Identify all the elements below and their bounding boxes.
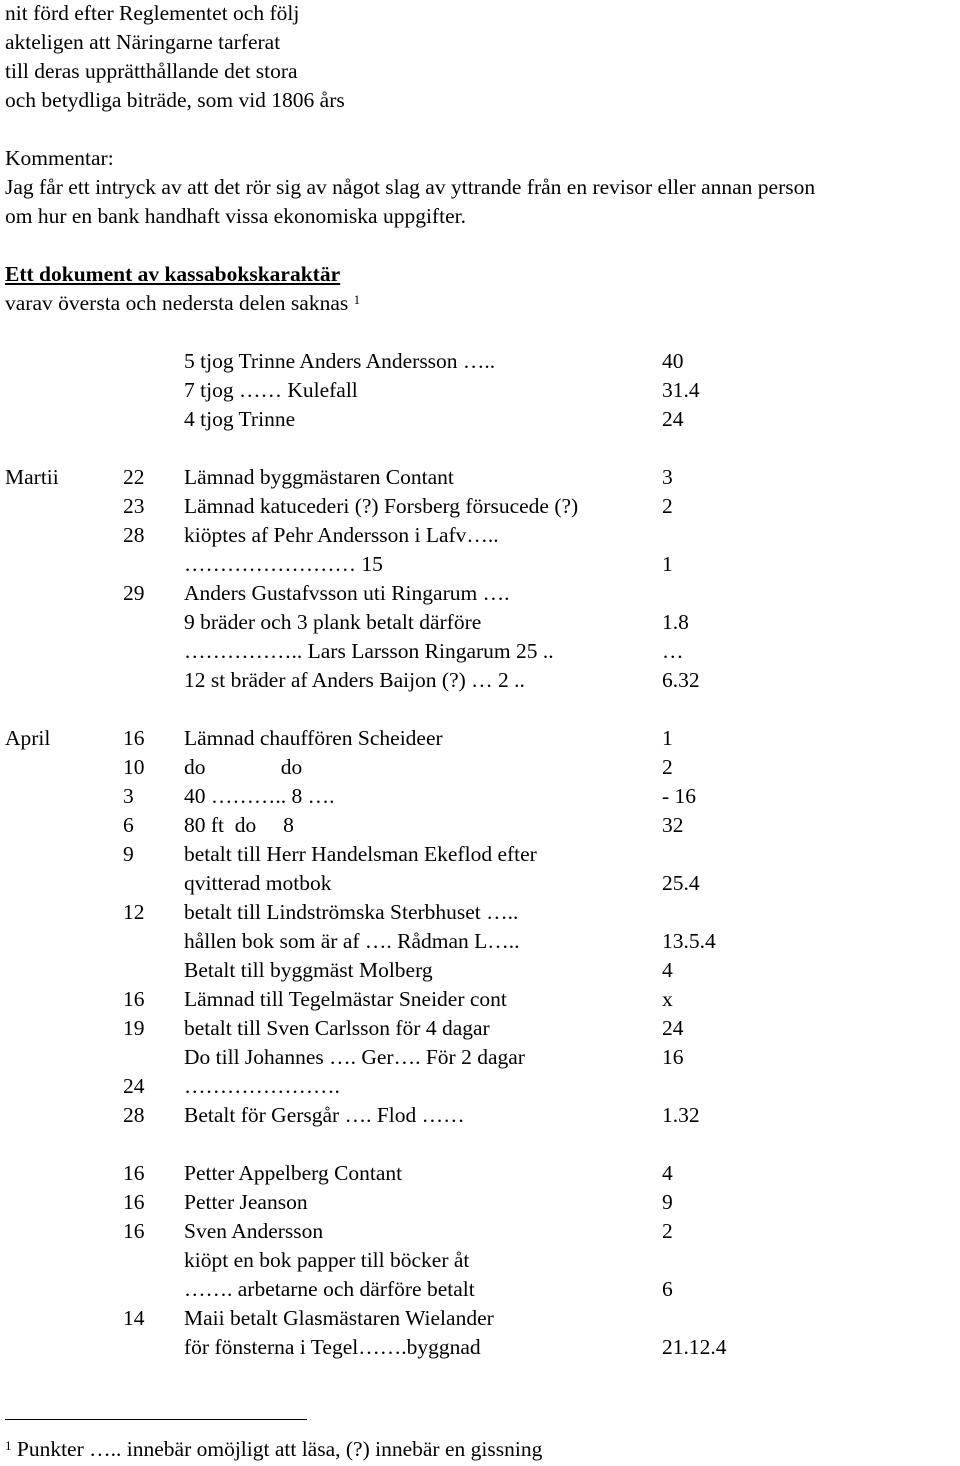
ledger-row — [0, 1072, 960, 1101]
ledger-amount: 40 — [662, 349, 684, 373]
ledger-amount: 4 — [662, 1161, 673, 1185]
ledger-text: do do — [184, 755, 303, 779]
ledger-row — [0, 1333, 960, 1362]
ledger-day: 22 — [123, 465, 145, 489]
comment-line: Jag får ett intryck av att det rör sig av något slag av yttrande från en revisor eller annan person — [5, 175, 816, 199]
ledger-row — [0, 956, 960, 985]
ledger-text: Lämnad byggmästaren Contant — [184, 465, 454, 489]
comment-label: Kommentar: — [5, 146, 114, 170]
ledger-month: Martii — [5, 465, 59, 489]
ledger-text: Petter Appelberg Contant — [184, 1161, 403, 1185]
ledger-row — [0, 550, 960, 579]
ledger-text: Betalt till byggmäst Molberg — [184, 958, 433, 982]
intro-line: nit förd efter Reglementet och följ — [5, 1, 300, 25]
ledger-text: för fönsterna i Tegel…….byggnad — [184, 1335, 481, 1359]
ledger-text: …………………… 15 — [184, 552, 383, 576]
ledger-text: …………………. — [184, 1074, 340, 1098]
ledger-amount: - 16 — [662, 784, 697, 808]
footnote-marker: 1 — [5, 1438, 12, 1453]
ledger-amount: 13.5.4 — [662, 929, 716, 953]
ledger-row — [0, 782, 960, 811]
ledger-row — [0, 753, 960, 782]
document-title: Ett dokument av kassabokskaraktär — [5, 262, 341, 286]
ledger-text: 9 bräder och 3 plank betalt därföre — [184, 610, 482, 634]
ledger-text: 5 tjog Trinne Anders Andersson ….. — [184, 349, 496, 373]
ledger-row — [0, 1014, 960, 1043]
ledger-row — [0, 1043, 960, 1072]
ledger-text: 80 ft do 8 — [184, 813, 294, 837]
ledger-row — [0, 1188, 960, 1217]
intro-line: och betydliga biträde, som vid 1806 års — [5, 88, 345, 112]
ledger-row — [0, 405, 960, 434]
ledger-amount: 24 — [662, 1016, 684, 1040]
footnote-text: Punkter ….. innebär omöjligt att läsa, (?) innebär en gissning — [11, 1437, 543, 1461]
ledger-day: 28 — [123, 1103, 145, 1127]
footnote-reference: 1 — [353, 292, 361, 307]
ledger-text: Lämnad till Tegelmästar Sneider cont — [184, 987, 507, 1011]
ledger-text: Sven Andersson — [184, 1219, 324, 1243]
ledger-row — [0, 1217, 960, 1246]
ledger-row — [0, 463, 960, 492]
ledger-amount: 31.4 — [662, 378, 700, 402]
ledger-amount: 1 — [662, 726, 673, 750]
ledger-amount: x — [662, 987, 673, 1011]
ledger-month: April — [5, 726, 51, 750]
ledger-text: 12 st bräder af Anders Baijon (?) … 2 .. — [184, 668, 525, 692]
ledger-text: Betalt för Gersgår …. Flod …… — [184, 1103, 465, 1127]
ledger-row — [0, 1246, 960, 1275]
ledger-amount: 9 — [662, 1190, 673, 1214]
ledger-amount: 16 — [662, 1045, 684, 1069]
ledger-text: ……. arbetarne och därföre betalt — [184, 1277, 475, 1301]
ledger-text: qvitterad motbok — [184, 871, 332, 895]
ledger-text: Maii betalt Glasmästaren Wielander — [184, 1306, 494, 1330]
ledger-day: 16 — [123, 1161, 145, 1185]
ledger-text: betalt till Herr Handelsman Ekeflod efter — [184, 842, 537, 866]
footnote — [5, 1435, 542, 1464]
ledger-row — [0, 811, 960, 840]
ledger-day: 19 — [123, 1016, 145, 1040]
ledger-text: Petter Jeanson — [184, 1190, 308, 1214]
ledger-row — [0, 1159, 960, 1188]
ledger-amount: 2 — [662, 494, 673, 518]
ledger-amount: 32 — [662, 813, 684, 837]
ledger-day: 10 — [123, 755, 145, 779]
ledger-day: 28 — [123, 523, 145, 547]
ledger-day: 16 — [123, 1190, 145, 1214]
ledger-day: 16 — [123, 726, 145, 750]
ledger-text: Do till Johannes …. Ger…. För 2 dagar — [184, 1045, 525, 1069]
ledger-amount: 2 — [662, 755, 673, 779]
ledger-row — [0, 1275, 960, 1304]
subtitle-text: varav översta och nedersta delen saknas — [5, 291, 354, 315]
ledger-amount: 1 — [662, 552, 673, 576]
ledger-text: 4 tjog Trinne — [184, 407, 296, 431]
ledger-amount: 25.4 — [662, 871, 700, 895]
intro-line: akteligen att Näringarne tarferat — [5, 30, 281, 54]
ledger-amount: 21.12.4 — [662, 1335, 727, 1359]
ledger-row — [0, 347, 960, 376]
ledger-day: 23 — [123, 494, 145, 518]
ledger-day: 12 — [123, 900, 145, 924]
ledger-amount: 1.8 — [662, 610, 689, 634]
document-subtitle — [5, 289, 360, 318]
ledger-row — [0, 492, 960, 521]
comment-line: om hur en bank handhaft vissa ekonomiska uppgifter. — [5, 204, 466, 228]
ledger-row — [0, 840, 960, 869]
ledger-text: kiöptes af Pehr Andersson i Lafv….. — [184, 523, 499, 547]
intro-line: till deras upprätthållande det stora — [5, 59, 298, 83]
ledger-amount: 1.32 — [662, 1103, 700, 1127]
ledger-row — [0, 521, 960, 550]
ledger-day: 6 — [123, 813, 134, 837]
ledger-row — [0, 869, 960, 898]
ledger-amount: 6.32 — [662, 668, 700, 692]
ledger-day: 24 — [123, 1074, 145, 1098]
ledger-day: 29 — [123, 581, 145, 605]
ledger-text: 7 tjog …… Kulefall — [184, 378, 358, 402]
ledger-row — [0, 1304, 960, 1333]
ledger-row — [0, 985, 960, 1014]
ledger-text: kiöpt en bok papper till böcker åt — [184, 1248, 470, 1272]
ledger-row — [0, 724, 960, 753]
ledger-day: 9 — [123, 842, 134, 866]
ledger-amount: 3 — [662, 465, 673, 489]
footnote-divider — [5, 1419, 307, 1420]
ledger-row — [0, 666, 960, 695]
ledger-text: Lämnad katucederi (?) Forsberg försucede (?) — [184, 494, 579, 518]
ledger-text: betalt till Sven Carlsson för 4 dagar — [184, 1016, 490, 1040]
ledger-day: 14 — [123, 1306, 145, 1330]
ledger-text: Anders Gustafvsson uti Ringarum …. — [184, 581, 510, 605]
ledger-day: 16 — [123, 1219, 145, 1243]
ledger-row — [0, 927, 960, 956]
ledger-text: 40 ……….. 8 …. — [184, 784, 335, 808]
ledger-row — [0, 898, 960, 927]
ledger-amount: … — [662, 639, 684, 663]
ledger-day: 16 — [123, 987, 145, 1011]
ledger-text: betalt till Lindströmska Sterbhuset ….. — [184, 900, 519, 924]
ledger-amount: 24 — [662, 407, 684, 431]
ledger-text: …………….. Lars Larsson Ringarum 25 .. — [184, 639, 554, 663]
ledger-row — [0, 608, 960, 637]
ledger-amount: 6 — [662, 1277, 673, 1301]
ledger-amount: 4 — [662, 958, 673, 982]
ledger-text: hållen bok som är af …. Rådman L….. — [184, 929, 520, 953]
ledger-row — [0, 376, 960, 405]
ledger-row — [0, 579, 960, 608]
ledger-text: Lämnad chauffören Scheideer — [184, 726, 443, 750]
ledger-amount: 2 — [662, 1219, 673, 1243]
ledger-row — [0, 1101, 960, 1130]
ledger-row — [0, 637, 960, 666]
ledger-day: 3 — [123, 784, 134, 808]
